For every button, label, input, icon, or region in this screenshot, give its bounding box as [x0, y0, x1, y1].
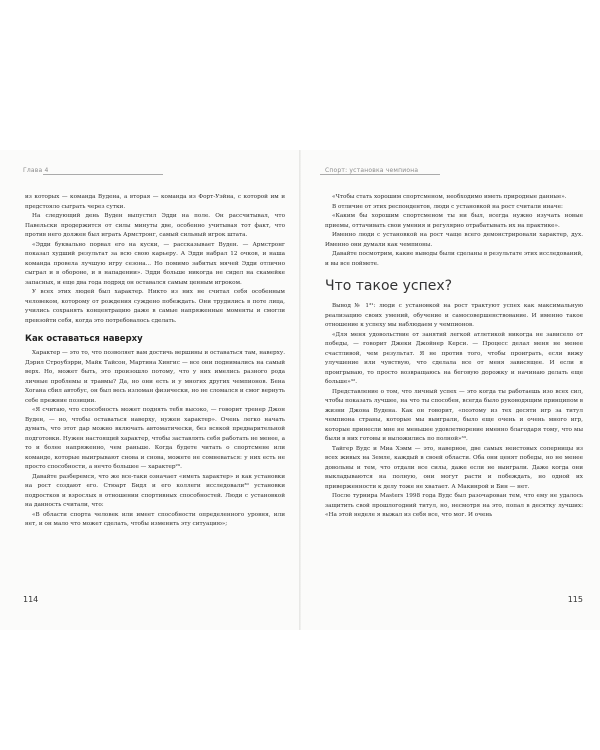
right-running-head: [325, 167, 418, 174]
left-page-text: [25, 193, 285, 530]
paragraph: «Чтобы стать хорошим спортсменом, необходимо иметь природные данные».: [332, 194, 567, 200]
paragraph: Давайте посмотрим, какие выводы были сделаны в результате этих исследований, и вы все поймете.: [325, 251, 583, 267]
paragraph: Характер — это то, что позволяет вам достичь вершины и оставаться там, наверху. Дэрил Строубэрри, Майк Тайсон, Мартина Хингис — все они поднимались на самый верх. Но, может быть, это произошло потому, что у них имелись разного рода личные проблемы и травмы? Да, но они есть и у многих других чемпионов. Бена Хогана сбил автобус, он был весь изломан физически, но не сломался и смог вернуть себе прежние позиции.: [25, 350, 285, 404]
section-heading: Что такое успех?: [325, 278, 453, 294]
paragraph: На следующий день Вуден выпустил Эдди на поле. Он рассчитывал, что Павельски продержится от силы минуты две, особенно учитывая тот факт, что против него должен был играть Армстронг, самый сильный игрок штата.: [25, 213, 285, 238]
paragraph: «Для меня удовольствие от занятий легкой атлетикой никогда не зависело от победы, — говорит Джеки Джойнер Керси. — Процесс делал меня не менее счастливой, чем результат. Я не против того, чтобы проиграть, если вижу улучшение или чувствую, что сделала все от меня зависящее. И если я проигрываю, то просто возвращаюсь на беговую дорожку и начинаю делать еще больше»³².: [325, 331, 583, 385]
paragraph: Вывод № 1³¹: люди с установкой на рост трактуют успех как максимальную реализацию своих умений, обучение и самосовершенствование. И именно такое отношение к успеху мы наблюдаем у чемпионов.: [325, 303, 583, 328]
right-page: [315, 150, 585, 630]
right-running-head-text: Спорт: установка чемпиона: [325, 167, 419, 174]
paragraph: «Эдди буквально порвал его на куски, — рассказывает Вуден. — Армстронг показал худший результат за всю свою карьеру. А Эдди набрал 12 очков, и наша команда провела лучшую игру сезона... Но помимо забитых мячей Эдди отлично сыграл и в обороне, и в нападении». Эдди больше никогда не сидел на скамейке запасных, и еще два года подряд он оставался самым ценным игроком.: [25, 241, 285, 286]
right-page-text: [325, 193, 583, 521]
section-heading: Как оставаться наверху: [25, 334, 143, 344]
paragraph: «Я считаю, что способность может поднять тебя высоко, — говорит тренер Джон Вуден, — но, чтобы оставаться наверху, нужен характер». Очень легко начать думать, что этот дар можно включать автоматически, без всякой предварительной подготовки. Нужен настоящий характер, чтобы заставлять себя работать не менее, а то и более напряженно, чем раньше. Когда будете читать о спортсмене или команде, которые выигрывают снова и снова, можете не сомневаться: у них есть не просто способности, а нечто большее — характер²⁹.: [25, 407, 285, 470]
paragraph: Именно люди с установкой на рост чаще всего демонстрировали характер, дух. Именно они думали как чемпионы.: [325, 232, 583, 248]
paragraph: Тайгер Вудс и Миа Хэмм — это, наверное, две самых неистовых соперницы из всех живых на Земле, каждый в своей области. Оба они ценят победы, но не менее довольны и тем, что отдали все силы, даже если не выиграли. Даже когда они выкладываются на полную, они могут расти и побеждать, но одной их приверженности к делу тоже не хватает. А Макинрой и Бин — нет.: [325, 445, 583, 490]
left-running-head: [23, 167, 49, 174]
right-running-head-rule: [320, 174, 440, 175]
left-page-number: 114: [23, 595, 39, 604]
paragraph: У всех этих людей был характер. Никто из них не считал себя особенным человеком, которому от рождения суждено побеждать. Они трудились в поте лица, учились сохранять концентрацию даже в самые напряженные моменты и смогли превзойти себя, когда это потребовалось сделать.: [25, 289, 285, 324]
paragraph: из которых — команда Вудена, а вторая — команда из Форт-Уэйна, с которой им и предстояло сыграть через сутки.: [25, 194, 285, 210]
paragraph: «В области спорта человек или имеет способности определенного уровня, или нет, и он мало что может сделать, чтобы изменить эту ситуацию»;: [25, 511, 285, 527]
left-page: [15, 150, 285, 630]
left-running-head-text: Глава 4: [23, 167, 49, 174]
book-gutter: [299, 150, 301, 630]
paragraph: Представление о том, что личный успех — это когда ты работаешь изо всех сил, чтобы показать лучшее, на что ты способен, всегда было руководящим принципом в жизни Джона Вудена. Как он говорит, «поэтому из тех десяти игр за титул чемпиона страны, которые мы выиграли, было еще очень и очень много игр, которые принесли мне не меньшее удовлетворение именно благодаря тому, что мы были в них готовы и выложились по полной»³³.: [325, 388, 583, 442]
paragraph: В отличие от этих респондентов, люди с установкой на рост считали иначе:: [332, 203, 563, 210]
paragraph: «Каким бы хорошим спортсменом ты ни был, всегда нужно изучать новые приемы, оттачивать свои умения и регулярно отрабатывать их на практике».: [325, 213, 583, 229]
left-running-head-rule: [43, 174, 163, 175]
paragraph: После турнира Masters 1998 года Вудс был разочарован тем, что ему не удалось защитить свой прошлогодний титул, но, несмотря на это, попал в десятку лучших: «На этой неделе я выжал из себя все, что мог. И очень: [325, 493, 583, 518]
right-page-number: 115: [567, 595, 583, 604]
paragraph: Давайте разберемся, что же все-таки означает «иметь характер» и как установки на рост создают его. Стюарт Бидл и его коллеги исследовали³⁰ установки подростков и взрослых в отношении спортивных способностей. Люди с установкой на данность считали, что:: [25, 473, 285, 508]
